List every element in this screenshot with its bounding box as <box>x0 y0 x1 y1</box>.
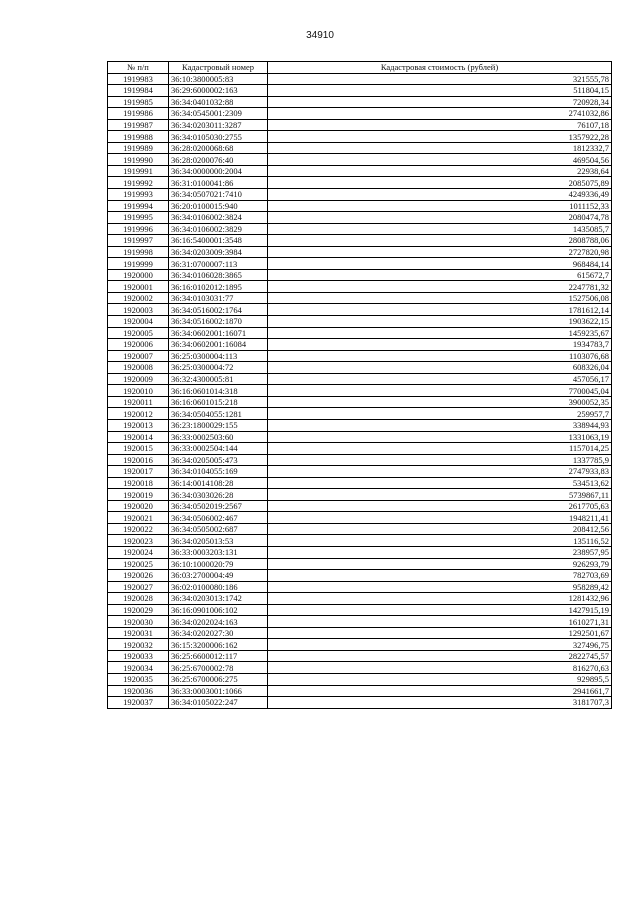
cadastral-cost-cell: 1292501,67 <box>268 627 612 639</box>
cadastral-cost-cell: 958289,42 <box>268 581 612 593</box>
cadastral-cost-cell: 238957,95 <box>268 546 612 558</box>
cadastral-number-cell: 36:34:0303026:28 <box>169 489 268 501</box>
table-row <box>108 662 612 674</box>
table-row <box>108 489 612 501</box>
table-header-row <box>108 62 612 74</box>
cadastral-cost-cell: 76107,18 <box>268 119 612 131</box>
table-row <box>108 327 612 339</box>
cadastral-cost-cell: 135116,52 <box>268 535 612 547</box>
cadastral-number-cell: 36:34:0545001:2309 <box>169 108 268 120</box>
cadastral-number-cell: 36:03:2700004:49 <box>169 570 268 582</box>
table-row <box>108 373 612 385</box>
table-row <box>108 189 612 201</box>
table-row <box>108 604 612 616</box>
row-number-cell: 1919984 <box>108 85 169 97</box>
table-row <box>108 454 612 466</box>
row-number-cell: 1920029 <box>108 604 169 616</box>
cadastral-cost-cell: 1527506,08 <box>268 292 612 304</box>
row-number-cell: 1920024 <box>108 546 169 558</box>
row-number-cell: 1920016 <box>108 454 169 466</box>
table-row <box>108 362 612 374</box>
row-number-cell: 1919990 <box>108 154 169 166</box>
cadastral-cost-cell: 720928,34 <box>268 96 612 108</box>
cadastral-cost-cell: 3900052,35 <box>268 396 612 408</box>
table-row <box>108 593 612 605</box>
cadastral-cost-cell: 1281432,96 <box>268 593 612 605</box>
cadastral-number-cell: 36:10:3800005:83 <box>169 73 268 85</box>
cadastral-number-cell: 36:31:0700007:113 <box>169 258 268 270</box>
table-row <box>108 304 612 316</box>
table-row <box>108 570 612 582</box>
cadastral-cost-cell: 1011152,33 <box>268 200 612 212</box>
cadastral-number-cell: 36:20:0100015:940 <box>169 200 268 212</box>
cadastral-cost-cell: 4249336,49 <box>268 189 612 201</box>
table-row <box>108 281 612 293</box>
row-number-cell: 1919989 <box>108 142 169 154</box>
cadastral-number-cell: 36:02:0100080:186 <box>169 581 268 593</box>
table-row <box>108 154 612 166</box>
cadastral-number-cell: 36:34:0105030:2755 <box>169 131 268 143</box>
table-row <box>108 119 612 131</box>
table-row <box>108 650 612 662</box>
cadastral-number-cell: 36:34:0105022:247 <box>169 697 268 709</box>
cadastral-cost-cell: 1781612,14 <box>268 304 612 316</box>
table-row <box>108 535 612 547</box>
table-row <box>108 512 612 524</box>
cadastral-number-cell: 36:34:0104055:169 <box>169 466 268 478</box>
cadastral-cost-cell: 511804,15 <box>268 85 612 97</box>
cadastral-cost-cell: 1337785,9 <box>268 454 612 466</box>
table-row <box>108 546 612 558</box>
cadastral-number-cell: 36:34:0205005:473 <box>169 454 268 466</box>
row-number-cell: 1920032 <box>108 639 169 651</box>
row-number-cell: 1920009 <box>108 373 169 385</box>
cadastral-number-cell: 36:34:0203011:3287 <box>169 119 268 131</box>
row-number-cell: 1919991 <box>108 165 169 177</box>
table-row <box>108 292 612 304</box>
cadastral-number-cell: 36:34:0106028:3865 <box>169 269 268 281</box>
row-number-cell: 1920028 <box>108 593 169 605</box>
table-row <box>108 673 612 685</box>
cadastral-cost-cell: 926293,79 <box>268 558 612 570</box>
cadastral-cost-cell: 208412,56 <box>268 523 612 535</box>
cadastral-cost-cell: 5739867,11 <box>268 489 612 501</box>
cadastral-number-cell: 36:34:0203009:3984 <box>169 246 268 258</box>
row-number-cell: 1919992 <box>108 177 169 189</box>
row-number-cell: 1920004 <box>108 316 169 328</box>
cadastral-cost-cell: 615672,7 <box>268 269 612 281</box>
cadastral-cost-cell: 469504,56 <box>268 154 612 166</box>
cadastral-number-cell: 36:25:0300004:113 <box>169 350 268 362</box>
cadastral-number-cell: 36:32:4300005:81 <box>169 373 268 385</box>
row-number-cell: 1919988 <box>108 131 169 143</box>
cadastral-cost-cell: 7700045,04 <box>268 385 612 397</box>
cadastral-cost-cell: 2741032,86 <box>268 108 612 120</box>
cadastral-number-cell: 36:34:0504055:1281 <box>169 408 268 420</box>
cadastral-cost-cell: 968484,14 <box>268 258 612 270</box>
cadastral-number-cell: 36:28:0200068:68 <box>169 142 268 154</box>
cadastral-cost-cell: 782703,69 <box>268 570 612 582</box>
table-row <box>108 258 612 270</box>
table-row <box>108 339 612 351</box>
cadastral-cost-cell: 816270,63 <box>268 662 612 674</box>
cadastral-cost-cell: 1103076,68 <box>268 350 612 362</box>
table-row <box>108 73 612 85</box>
cadastral-number-cell: 36:25:0300004:72 <box>169 362 268 374</box>
table-row <box>108 235 612 247</box>
table-row <box>108 697 612 709</box>
cadastral-cost-cell: 338944,93 <box>268 419 612 431</box>
row-number-cell: 1920003 <box>108 304 169 316</box>
cadastral-number-cell: 36:15:3200006:162 <box>169 639 268 651</box>
cadastral-cost-cell: 929895,5 <box>268 673 612 685</box>
cadastral-cost-cell: 2808788,06 <box>268 235 612 247</box>
row-number-cell: 1920019 <box>108 489 169 501</box>
cadastral-number-cell: 36:33:0003203:131 <box>169 546 268 558</box>
cadastral-value-table <box>107 61 612 709</box>
cadastral-number-cell: 36:34:0000000:2004 <box>169 165 268 177</box>
table-row <box>108 165 612 177</box>
table-row <box>108 419 612 431</box>
table-row <box>108 558 612 570</box>
page-number: 34910 <box>306 30 334 41</box>
table-row <box>108 246 612 258</box>
cadastral-number-cell: 36:34:0505002:687 <box>169 523 268 535</box>
row-number-cell: 1920033 <box>108 650 169 662</box>
row-number-cell: 1920035 <box>108 673 169 685</box>
table-row <box>108 131 612 143</box>
cadastral-number-cell: 36:34:0502019:2567 <box>169 500 268 512</box>
table-row <box>108 443 612 455</box>
cadastral-number-cell: 36:28:0200076:40 <box>169 154 268 166</box>
cadastral-number-cell: 36:34:0401032:88 <box>169 96 268 108</box>
row-number-cell: 1920012 <box>108 408 169 420</box>
table-row <box>108 466 612 478</box>
cadastral-number-cell: 36:25:6700002:78 <box>169 662 268 674</box>
table-row <box>108 350 612 362</box>
cadastral-number-cell: 36:14:0014108:28 <box>169 477 268 489</box>
table-row <box>108 685 612 697</box>
row-number-cell: 1920001 <box>108 281 169 293</box>
row-number-cell: 1920005 <box>108 327 169 339</box>
row-number-cell: 1919986 <box>108 108 169 120</box>
row-number-cell: 1920023 <box>108 535 169 547</box>
row-number-cell: 1920030 <box>108 616 169 628</box>
row-number-cell: 1920026 <box>108 570 169 582</box>
cadastral-number-cell: 36:33:0002503:60 <box>169 431 268 443</box>
row-number-cell: 1920022 <box>108 523 169 535</box>
row-number-cell: 1920010 <box>108 385 169 397</box>
column-header-cadastral-number: Кадастровый номер <box>169 62 268 74</box>
row-number-cell: 1919995 <box>108 212 169 224</box>
row-number-cell: 1920006 <box>108 339 169 351</box>
cadastral-number-cell: 36:16:0102012:1895 <box>169 281 268 293</box>
cadastral-number-cell: 36:34:0202027:30 <box>169 627 268 639</box>
row-number-cell: 1920025 <box>108 558 169 570</box>
cadastral-cost-cell: 321555,78 <box>268 73 612 85</box>
cadastral-number-cell: 36:34:0602001:16084 <box>169 339 268 351</box>
row-number-cell: 1920000 <box>108 269 169 281</box>
row-number-cell: 1920007 <box>108 350 169 362</box>
row-number-cell: 1920002 <box>108 292 169 304</box>
row-number-cell: 1920017 <box>108 466 169 478</box>
cadastral-number-cell: 36:33:0003001:1066 <box>169 685 268 697</box>
table-row <box>108 212 612 224</box>
table-row <box>108 581 612 593</box>
cadastral-cost-cell: 2941661,7 <box>268 685 612 697</box>
cadastral-number-cell: 36:16:0901006:102 <box>169 604 268 616</box>
cadastral-cost-cell: 1435085,7 <box>268 223 612 235</box>
table-row <box>108 431 612 443</box>
cadastral-number-cell: 36:34:0506002:467 <box>169 512 268 524</box>
cadastral-number-cell: 36:34:0106002:3829 <box>169 223 268 235</box>
cadastral-number-cell: 36:25:6700006:275 <box>169 673 268 685</box>
row-number-cell: 1920020 <box>108 500 169 512</box>
cadastral-number-cell: 36:10:1000020:79 <box>169 558 268 570</box>
cadastral-cost-cell: 2727820,98 <box>268 246 612 258</box>
cadastral-cost-cell: 1459235,67 <box>268 327 612 339</box>
row-number-cell: 1920021 <box>108 512 169 524</box>
table-row <box>108 408 612 420</box>
table-row <box>108 200 612 212</box>
row-number-cell: 1919997 <box>108 235 169 247</box>
cadastral-cost-cell: 1157014,25 <box>268 443 612 455</box>
table-row <box>108 223 612 235</box>
table-body <box>108 73 612 708</box>
cadastral-number-cell: 36:34:0516002:1870 <box>169 316 268 328</box>
cadastral-cost-cell: 1357922,28 <box>268 131 612 143</box>
table-row <box>108 177 612 189</box>
cadastral-number-cell: 36:23:1800029:155 <box>169 419 268 431</box>
cadastral-cost-cell: 608326,04 <box>268 362 612 374</box>
cadastral-number-cell: 36:16:0601015:218 <box>169 396 268 408</box>
cadastral-cost-cell: 1427915,19 <box>268 604 612 616</box>
column-header-row-number: № п/п <box>108 62 169 74</box>
cadastral-cost-cell: 1812332,7 <box>268 142 612 154</box>
table-row <box>108 616 612 628</box>
cadastral-cost-cell: 534513,62 <box>268 477 612 489</box>
cadastral-cost-cell: 1903622,15 <box>268 316 612 328</box>
cadastral-number-cell: 36:34:0203013:1742 <box>169 593 268 605</box>
table-row <box>108 627 612 639</box>
row-number-cell: 1920018 <box>108 477 169 489</box>
row-number-cell: 1919996 <box>108 223 169 235</box>
row-number-cell: 1920027 <box>108 581 169 593</box>
cadastral-number-cell: 36:29:6000002:163 <box>169 85 268 97</box>
cadastral-cost-cell: 1610271,31 <box>268 616 612 628</box>
row-number-cell: 1919994 <box>108 200 169 212</box>
cadastral-cost-cell: 3181707,3 <box>268 697 612 709</box>
cadastral-number-cell: 36:16:0601014:318 <box>169 385 268 397</box>
cadastral-number-cell: 36:16:5400001:3548 <box>169 235 268 247</box>
table-row <box>108 385 612 397</box>
row-number-cell: 1919985 <box>108 96 169 108</box>
table-row <box>108 142 612 154</box>
row-number-cell: 1920015 <box>108 443 169 455</box>
cadastral-number-cell: 36:25:6600012:117 <box>169 650 268 662</box>
cadastral-cost-cell: 2822745,57 <box>268 650 612 662</box>
cadastral-cost-cell: 457056,17 <box>268 373 612 385</box>
cadastral-number-cell: 36:34:0106002:3824 <box>169 212 268 224</box>
cadastral-number-cell: 36:34:0103031:77 <box>169 292 268 304</box>
cadastral-number-cell: 36:31:0100041:86 <box>169 177 268 189</box>
table-row <box>108 396 612 408</box>
row-number-cell: 1919999 <box>108 258 169 270</box>
cadastral-number-cell: 36:34:0602001:16071 <box>169 327 268 339</box>
cadastral-cost-cell: 2617705,63 <box>268 500 612 512</box>
cadastral-cost-cell: 22938,64 <box>268 165 612 177</box>
cadastral-number-cell: 36:34:0507021:7410 <box>169 189 268 201</box>
row-number-cell: 1920037 <box>108 697 169 709</box>
cadastral-cost-cell: 327496,75 <box>268 639 612 651</box>
table-row <box>108 269 612 281</box>
row-number-cell: 1919993 <box>108 189 169 201</box>
table-row <box>108 477 612 489</box>
cadastral-number-cell: 36:34:0202024:163 <box>169 616 268 628</box>
cadastral-cost-cell: 2085075,89 <box>268 177 612 189</box>
row-number-cell: 1919987 <box>108 119 169 131</box>
row-number-cell: 1920036 <box>108 685 169 697</box>
cadastral-number-cell: 36:34:0516002:1764 <box>169 304 268 316</box>
cadastral-cost-cell: 1934783,7 <box>268 339 612 351</box>
table-row <box>108 108 612 120</box>
cadastral-cost-cell: 2747933,83 <box>268 466 612 478</box>
table-row <box>108 96 612 108</box>
row-number-cell: 1920008 <box>108 362 169 374</box>
table-row <box>108 500 612 512</box>
table-row <box>108 316 612 328</box>
table-row <box>108 639 612 651</box>
cadastral-cost-cell: 1948211,41 <box>268 512 612 524</box>
cadastral-number-cell: 36:34:0205013:53 <box>169 535 268 547</box>
table-row <box>108 523 612 535</box>
cadastral-cost-cell: 1331063,19 <box>268 431 612 443</box>
table-row <box>108 85 612 97</box>
cadastral-cost-cell: 2080474,78 <box>268 212 612 224</box>
row-number-cell: 1919983 <box>108 73 169 85</box>
row-number-cell: 1920031 <box>108 627 169 639</box>
cadastral-cost-cell: 259957,7 <box>268 408 612 420</box>
row-number-cell: 1920013 <box>108 419 169 431</box>
column-header-cadastral-cost: Кадастровая стоимость (рублей) <box>268 62 612 74</box>
cadastral-cost-cell: 2247781,32 <box>268 281 612 293</box>
row-number-cell: 1919998 <box>108 246 169 258</box>
row-number-cell: 1920034 <box>108 662 169 674</box>
cadastral-number-cell: 36:33:0002504:144 <box>169 443 268 455</box>
row-number-cell: 1920014 <box>108 431 169 443</box>
row-number-cell: 1920011 <box>108 396 169 408</box>
